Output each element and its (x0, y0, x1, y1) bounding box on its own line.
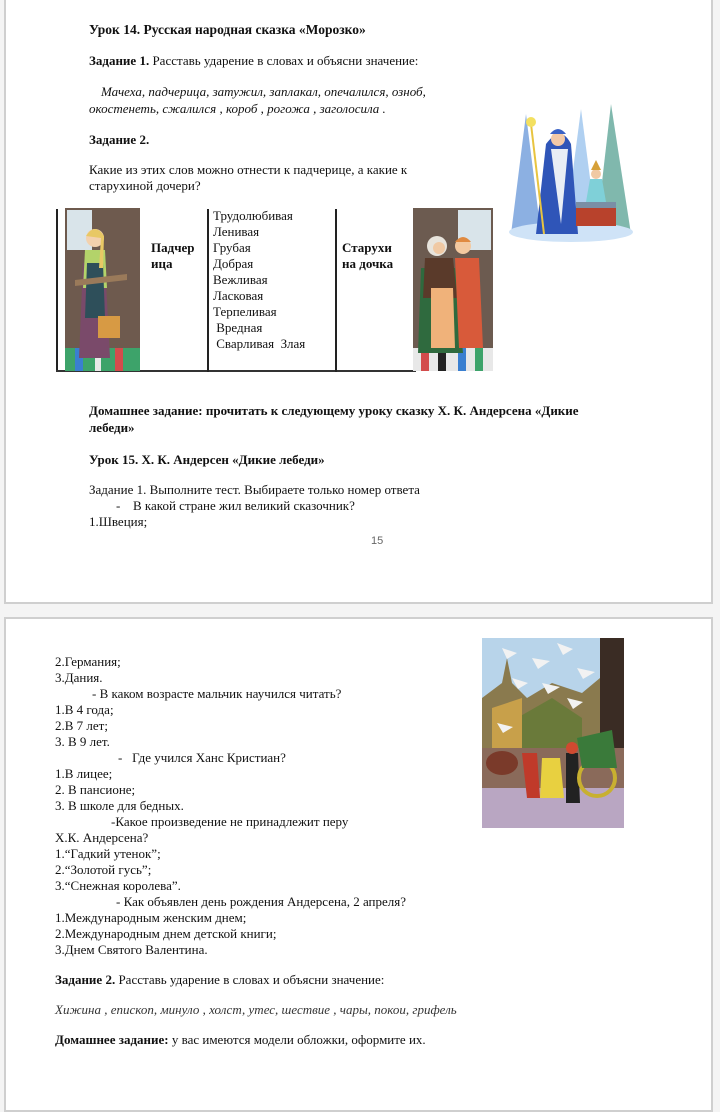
answer-line: 2.В 7 лет; (55, 718, 108, 733)
homework-line-1: Домашнее задание: прочитать к следующему уроку сказку Х. К. Андерсена «Дикие (89, 403, 579, 418)
question-1-answer-1: 1.Швеция; (89, 514, 148, 529)
answer-line: 1.“Гадкий утенок”; (55, 846, 161, 861)
table-column-divider-1 (207, 209, 209, 372)
answer-line: 2.Германия; (55, 654, 121, 669)
stepdaughter-header (151, 240, 195, 272)
question-line: - Как объявлен день рождения Андерсена, 2 апреля? (116, 894, 407, 909)
answer-line: 3.Дания. (55, 670, 103, 685)
question-line: -Какое произведение не принадлежит перу (111, 814, 349, 829)
adjective-item: Вредная (213, 320, 263, 335)
adjective-item: Добрая (213, 256, 254, 271)
adjective-item: Сварливая Злая (213, 336, 306, 351)
adjective-item: Грубая (213, 240, 251, 255)
old-woman-and-daughter-illustration (413, 208, 493, 371)
question-1: В какой стране жил великий сказочник? (133, 498, 355, 513)
document-page-2 (4, 617, 713, 1112)
task-1-label: Задание 1. (89, 53, 150, 68)
homework-text: у вас имеются модели обложки, оформите их. (168, 1032, 426, 1047)
adjective-item: Трудолюбивая (213, 208, 293, 223)
old-womans-daughter-header-line-1: Старухи (342, 240, 392, 255)
task-2-text: Расставь ударение в словах и объясни значение: (115, 972, 385, 987)
adjective-item: Ласковая (213, 288, 264, 303)
stepdaughter-header-line-2: ица (151, 256, 173, 271)
test-intro: Задание 1. Выполните тест. Выбираете только номер ответа (89, 482, 420, 497)
lesson-15-title: Урок 15. Х. К. Андерсен «Дикие лебеди» (89, 452, 325, 467)
task-2-label: Задание 2. (89, 132, 150, 147)
answer-line: 3.Днем Святого Валентина. (55, 942, 208, 957)
question-1-dash: - (116, 498, 121, 513)
question-line: Х.К. Андерсена? (55, 830, 149, 845)
question-line: - В каком возрасте мальчик научился читать? (92, 686, 342, 701)
task-2-words: Хижина , епископ, минуло , холст, утес, шествие , чары, покои, грифель (55, 1002, 457, 1017)
question-line: - Где учился Ханс Кристиан? (118, 750, 286, 765)
homework-line-2: лебеди» (89, 420, 135, 435)
task-1-words-line-1: Мачеха, падчерица, затужил, заплакал, опечалился, озноб, (101, 84, 426, 99)
answer-line: 1.В лицее; (55, 766, 113, 781)
adjective-item: Ленивая (213, 224, 260, 239)
table-left-border (56, 209, 58, 372)
task-1-words-line-2: окостенеть, сжалился , короб , рогожа , заголосила . (89, 101, 386, 116)
document-page-1 (4, 0, 713, 604)
old-womans-daughter-header-line-2: на дочка (342, 256, 394, 271)
old-womans-daughter-header (342, 240, 393, 272)
answer-line: 2.Международным днем детской книги; (55, 926, 277, 941)
task-1-heading (89, 53, 418, 69)
lesson-14-title: Урок 14. Русская народная сказка «Морозко» (89, 22, 366, 37)
answer-line: 3.“Снежная королева”. (55, 878, 181, 893)
task-2-question-line-1: Какие из этих слов можно отнести к падчерице, а какие к (89, 162, 408, 177)
stepdaughter-illustration (65, 208, 140, 371)
answer-line: 3. В 9 лет. (55, 734, 110, 749)
adjective-item: Терпеливая (213, 304, 277, 319)
task-2-heading (55, 972, 384, 988)
morozko-illustration (506, 84, 636, 244)
stepdaughter-header-line-1: Падчер (151, 240, 195, 255)
wild-swans-illustration (482, 638, 624, 828)
task-2-label: Задание 2. (55, 972, 116, 987)
answer-line: 2.“Золотой гусь”; (55, 862, 152, 877)
answer-line: 1.Международным женским днем; (55, 910, 247, 925)
task-2-question-line-2: старухиной дочери? (89, 178, 201, 193)
adjective-list (213, 208, 305, 352)
homework-label: Домашнее задание: (55, 1032, 169, 1047)
answer-line: 3. В школе для бедных. (55, 798, 184, 813)
page-number: 15 (371, 535, 384, 547)
task-1-text: Расставь ударение в словах и объясни значение: (149, 53, 419, 68)
answer-line: 1.В 4 года; (55, 702, 114, 717)
table-column-divider-2 (335, 209, 337, 372)
homework (55, 1032, 426, 1048)
adjective-item: Вежливая (213, 272, 268, 287)
answer-line: 2. В пансионе; (55, 782, 136, 797)
